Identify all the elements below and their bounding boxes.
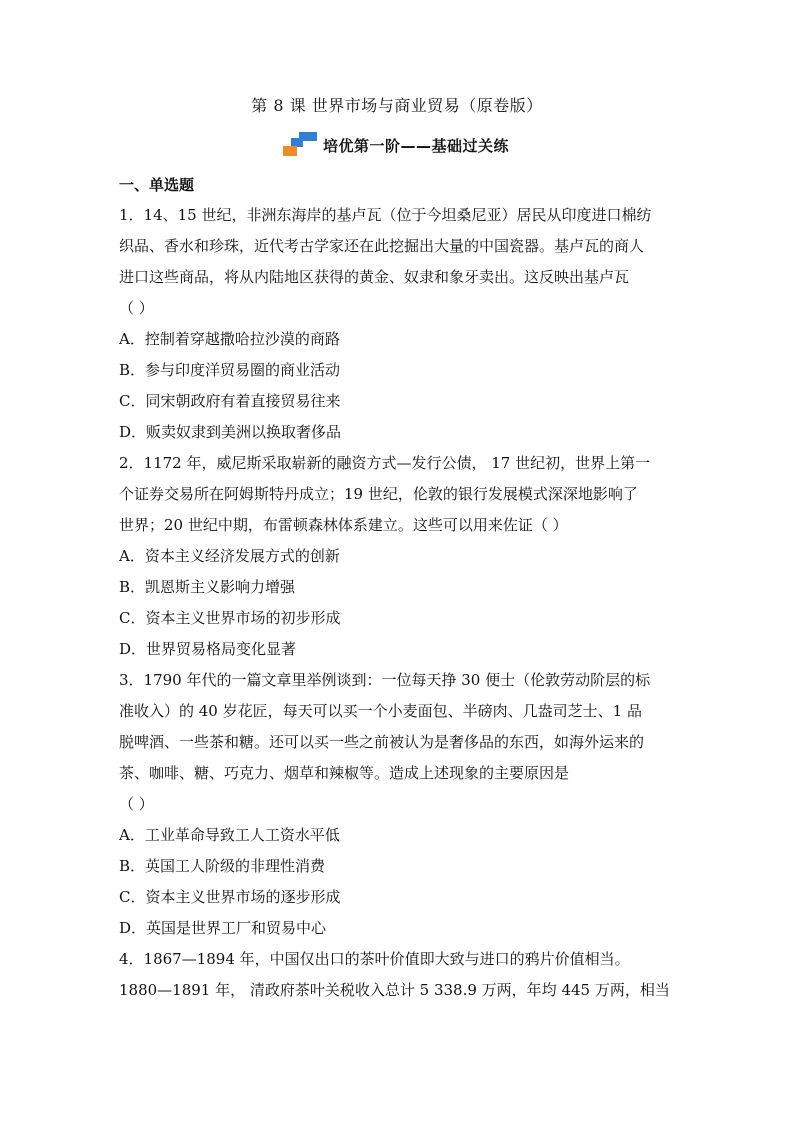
option-c: C．资本主义世界市场的初步形成 xyxy=(119,609,341,627)
level-header-text: 培优第一阶——基础过关练 xyxy=(323,136,510,155)
staircase-logo-icon xyxy=(283,132,319,158)
answer-blank: （ ） xyxy=(119,299,154,317)
text-line: 茶、咖啡、糖、巧克力、烟草和辣椒等。造成上述现象的主要原因是 xyxy=(119,764,570,782)
option-b: B．参与印度洋贸易圈的商业活动 xyxy=(119,361,341,379)
option-a: A．控制着穿越撒哈拉沙漠的商路 xyxy=(119,330,340,348)
option-d: D．英国是世界工厂和贸易中心 xyxy=(119,919,327,937)
option-d: D．世界贸易格局变化显著 xyxy=(119,640,297,658)
text-line: 1880—1891 年， 清政府茶叶关税收入总计 5 338.9 万两，年均 445 万两，相当 xyxy=(119,981,670,999)
text-line: 2．1172 年，威尼斯采取崭新的融资方式—发行公债， 17 世纪初，世界上第一 xyxy=(119,454,651,472)
text-line: 脱啤酒、一些茶和糖。还可以买一些之前被认为是奢侈品的东西，如海外运来的 xyxy=(119,733,645,751)
answer-blank: （ ） xyxy=(119,795,154,813)
level-header xyxy=(283,131,509,159)
text-line: 进口这些商品，将从内陆地区获得的黄金、奴隶和象牙卖出。这反映出基卢瓦 xyxy=(119,268,630,286)
text-line: 1．14、15 世纪，非洲东海岸的基卢瓦（位于今坦桑尼亚）居民从印度进口棉纺 xyxy=(119,206,652,224)
document-title: 第 8 课 世界市场与商业贸易（原卷版） xyxy=(251,96,543,115)
option-b: B．凯恩斯主义影响力增强 xyxy=(119,578,296,596)
option-c: C．同宋朝政府有着直接贸易往来 xyxy=(119,392,341,410)
option-d: D．贩卖奴隶到美洲以换取奢侈品 xyxy=(119,423,342,441)
text-line: 个证券交易所在阿姆斯特丹成立；19 世纪，伦敦的银行发展模式深深地影响了 xyxy=(119,485,638,503)
text-line: 3．1790 年代的一篇文章里举例谈到：一位每天挣 30 便士（伦敦劳动阶层的标 xyxy=(119,671,651,689)
option-a: A．资本主义经济发展方式的创新 xyxy=(119,547,340,565)
option-a: A．工业革命导致工人工资水平低 xyxy=(119,826,340,844)
question-body xyxy=(119,200,679,1006)
text-line: 4．1867—1894 年，中国仅出口的茶叶价值即大致与进口的鸦片价值相当。 xyxy=(119,950,630,968)
option-c: C．资本主义世界市场的逐步形成 xyxy=(119,888,341,906)
text-line: 准收入）的 40 岁花匠，每天可以买一个小麦面包、半磅肉、几盎司芝士、1 品 xyxy=(119,702,642,720)
option-b: B．英国工人阶级的非理性消费 xyxy=(119,857,326,875)
text-line: 织品、香水和珍珠，近代考古学家还在此挖掘出大量的中国瓷器。基卢瓦的商人 xyxy=(119,237,645,255)
text-line: 世界；20 世纪中期，布雷顿森林体系建立。这些可以用来佐证（ ） xyxy=(119,516,568,534)
section-heading: 一、单选题 xyxy=(119,176,195,194)
